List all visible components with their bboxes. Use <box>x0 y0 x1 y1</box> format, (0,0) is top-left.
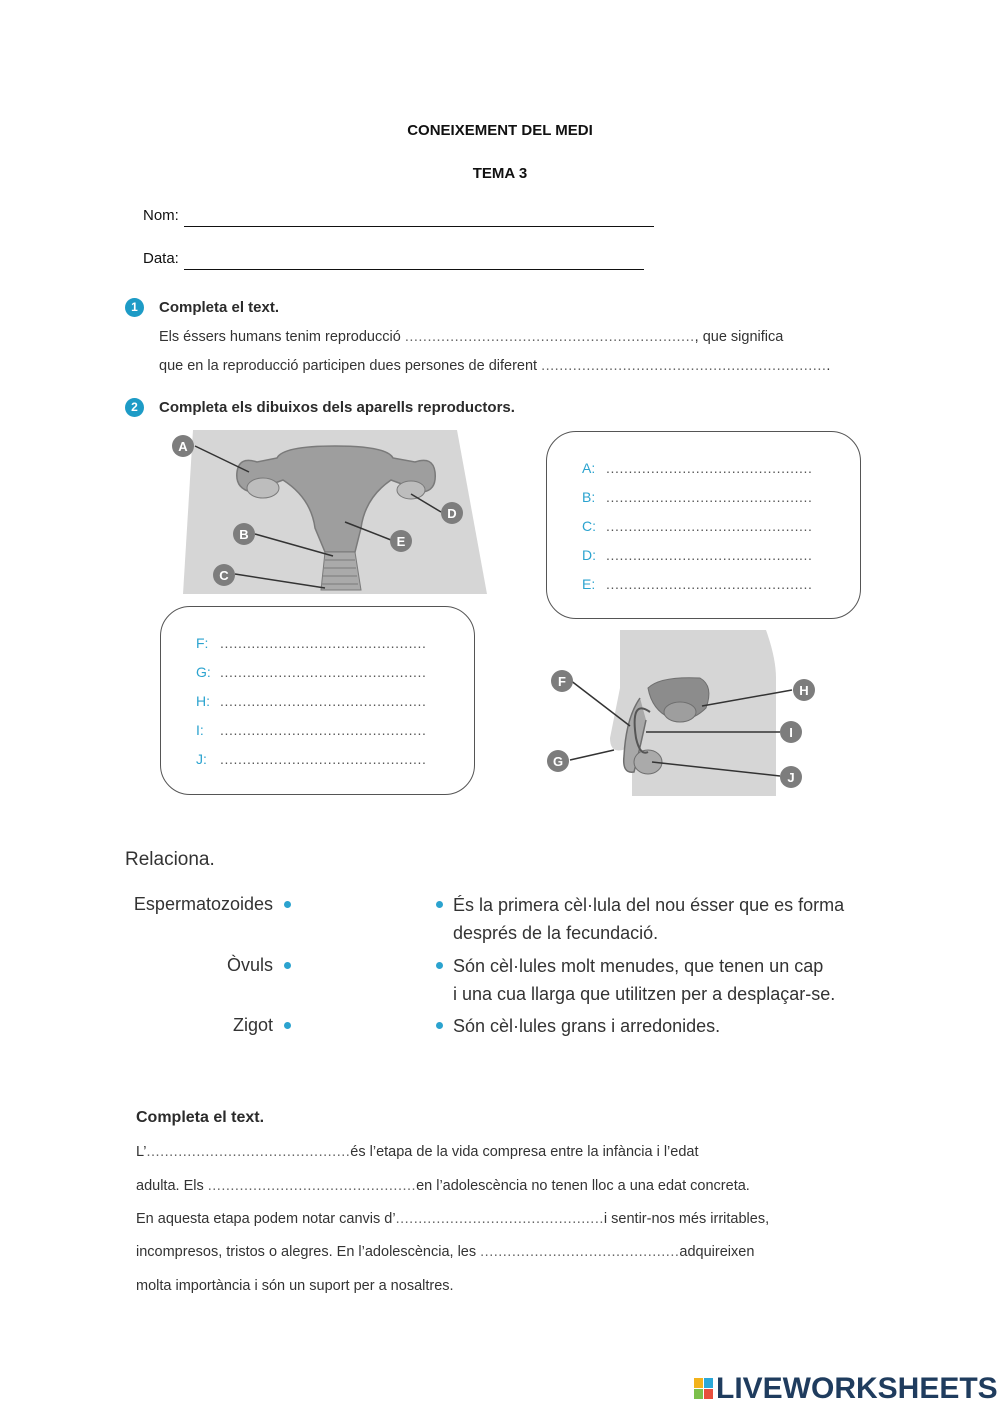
prostate-shape <box>664 702 696 722</box>
exercise4-text: adquireixen <box>679 1244 755 1260</box>
exercise1-text: Els éssers humans tenim reproducció <box>159 329 401 345</box>
marker-F <box>551 670 573 692</box>
label-row-b[interactable]: B: .............................................. <box>582 489 813 505</box>
relate-right-item <box>453 1012 720 1040</box>
label-key: J: <box>196 751 207 767</box>
exercise4-heading: Completa el text. <box>136 1109 265 1126</box>
exercise4-text: incompresos, tristos o alegres. En l’adolescència, les <box>136 1244 477 1260</box>
label-row-c[interactable]: C: .............................................. <box>582 518 813 534</box>
exercise4-text: adulta. Els <box>136 1178 204 1194</box>
label-key: H: <box>196 693 210 709</box>
marker-label: A <box>178 439 188 454</box>
male-reproductive-diagram <box>540 628 820 798</box>
label-row-a[interactable]: A: .............................................. <box>582 460 813 476</box>
relate-left-dot[interactable] <box>284 901 291 908</box>
relate-left-dot[interactable] <box>284 1022 291 1029</box>
female-labels-box <box>546 431 861 619</box>
marker-label: D <box>447 506 457 521</box>
relate-left-dot[interactable] <box>284 962 291 969</box>
marker-H <box>793 679 815 701</box>
label-key: E: <box>582 576 596 592</box>
relate-left-item: Zigot <box>232 1015 273 1035</box>
label-row-e[interactable]: E: .............................................. <box>582 576 813 592</box>
label-key: I: <box>196 722 204 738</box>
exercise4-text: és l’etapa de la vida compresa entre la infància i l’edat <box>350 1144 699 1160</box>
left-ovary <box>247 478 279 498</box>
label-row-j[interactable]: J: .............................................. <box>196 751 427 767</box>
exercise4-line4 <box>136 1244 754 1260</box>
exercise1-line2 <box>159 358 830 374</box>
marker-B <box>233 523 255 545</box>
exercise4-text: En aquesta etapa podem notar canvis d’ <box>136 1211 396 1227</box>
exercise-number-badge: 1 <box>125 298 144 317</box>
exercise4-text: L’ <box>136 1144 147 1160</box>
exercise4-text: en l’adolescència no tenen lloc a una edat concreta. <box>416 1178 750 1194</box>
right-ovary <box>397 481 425 499</box>
marker-label: C <box>219 568 229 583</box>
exercise4-line5: molta importància i són un suport per a nosaltres. <box>136 1278 454 1294</box>
page-title: CONEIXEMENT DEL MEDI <box>407 122 593 139</box>
blank-reproduction-type[interactable]: ................................................................ <box>404 329 695 345</box>
label-row-i[interactable]: I: .............................................. <box>196 722 427 738</box>
marker-label: J <box>787 770 795 785</box>
name-label: Nom: <box>143 207 179 224</box>
exercise1-text: , que significa <box>694 329 784 345</box>
label-row-g[interactable]: G: .............................................. <box>196 664 427 680</box>
marker-label: B <box>239 527 249 542</box>
blank-changes[interactable]: .............................................. <box>207 1178 417 1194</box>
male-labels-box <box>160 606 475 795</box>
relate-right-line: i una cua llarga que utilitzen per a desplaçar-se. <box>453 984 836 1004</box>
page-subtitle: TEMA 3 <box>472 165 528 182</box>
marker-label: F <box>558 674 566 689</box>
marker-I <box>780 721 802 743</box>
label-key: C: <box>582 518 596 534</box>
marker-G <box>547 750 569 772</box>
date-input-line[interactable] <box>184 269 644 270</box>
relate-right-line: Són cèl·lules molt menudes, que tenen un cap <box>453 956 824 976</box>
relate-right-line: És la primera cèl·lula del nou ésser que es forma <box>453 895 845 915</box>
label-row-d[interactable]: D: .............................................. <box>582 547 813 563</box>
marker-label: E <box>396 534 406 549</box>
label-row-h[interactable]: H: .............................................. <box>196 693 427 709</box>
relate-right-dot[interactable] <box>436 1022 443 1029</box>
label-row-f[interactable]: F: .............................................. <box>196 635 427 651</box>
date-row <box>143 250 179 267</box>
exercise1-line1 <box>159 329 783 345</box>
relate-right-dot[interactable] <box>436 901 443 908</box>
label-key: D: <box>582 547 596 563</box>
marker-J <box>780 766 802 788</box>
relate-heading: Relaciona. <box>125 849 215 870</box>
exercise1-text: que en la reproducció participen dues persones de diferent <box>159 358 538 374</box>
blank-sex[interactable]: ............................................................... <box>541 358 827 374</box>
liveworksheets-brand[interactable]: LIVEWORKSHEETS <box>716 1372 998 1405</box>
female-reproductive-diagram <box>165 428 495 600</box>
marker-label: I <box>789 725 793 740</box>
exercise4-line3 <box>136 1211 769 1227</box>
marker-label: G <box>552 754 564 769</box>
label-key: F: <box>196 635 209 651</box>
label-key: B: <box>582 489 596 505</box>
relate-right-item <box>453 952 835 1008</box>
label-key: A: <box>582 460 596 476</box>
relate-right-line: després de la fecundació. <box>453 923 659 943</box>
blank-friendships[interactable]: ............................................ <box>480 1244 680 1260</box>
blank-adolescence[interactable]: ............................................. <box>146 1144 351 1160</box>
relate-left-item: Espermatozoides <box>133 894 273 914</box>
relate-right-line: Són cèl·lules grans i arredonides. <box>453 1016 721 1036</box>
marker-E <box>390 530 412 552</box>
marker-C <box>213 564 235 586</box>
relate-right-item <box>453 891 844 947</box>
label-key: G: <box>196 664 211 680</box>
exercise4-line2 <box>136 1178 750 1194</box>
exercise-number-badge: 2 <box>125 398 144 417</box>
liveworksheets-logo-icon <box>694 1378 714 1400</box>
name-input-line[interactable] <box>184 226 654 227</box>
marker-A <box>172 435 194 457</box>
date-label: Data: <box>143 250 179 267</box>
relate-right-dot[interactable] <box>436 962 443 969</box>
marker-label: H <box>799 683 809 698</box>
relate-left-item: Òvuls <box>226 955 273 975</box>
exercise4-text: i sentir-nos més irritables, <box>603 1211 770 1227</box>
exercise1-heading: Completa el text. <box>159 299 280 316</box>
name-row <box>143 207 179 224</box>
exercise1-text: . <box>826 358 831 374</box>
marker-D <box>441 502 463 524</box>
exercise2-heading: Completa els dibuixos dels aparells reproductors. <box>159 399 515 416</box>
blank-mood[interactable]: .............................................. <box>395 1211 604 1227</box>
exercise4-line1 <box>136 1144 699 1160</box>
